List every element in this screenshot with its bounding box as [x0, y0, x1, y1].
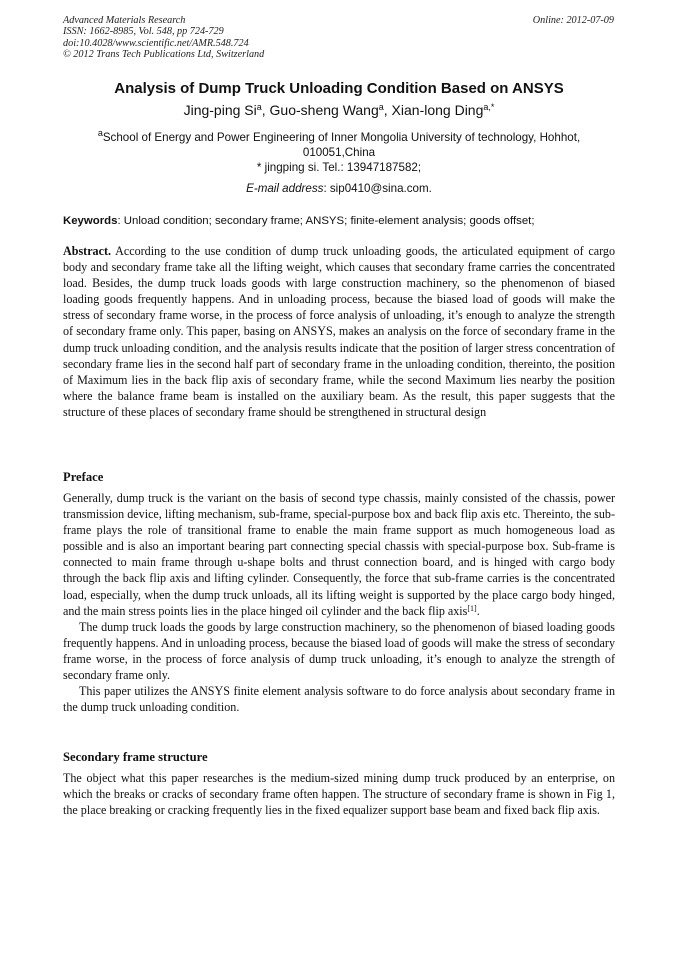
- author-separator: ,: [383, 102, 392, 118]
- abstract-label: Abstract.: [63, 244, 112, 258]
- email-line: [0, 181, 678, 196]
- author-name: Xian-long Ding: [391, 102, 484, 118]
- keywords-line: [63, 214, 623, 229]
- preface-heading: Preface: [63, 470, 104, 484]
- corresponding-contact: * jingping si. Tel.: 13947187582;: [256, 161, 422, 174]
- preface-paragraph: This paper utilizes the ANSYS finite element analysis software to do force analysis about secondary frame in the dump truck unloading condition.: [63, 684, 615, 715]
- preface-section: [63, 490, 615, 715]
- journal-header: [63, 15, 623, 61]
- keywords-label: Keywords: [63, 215, 118, 227]
- author-affiliation-mark: a: [378, 102, 384, 112]
- author-name: Guo-sheng Wang: [269, 102, 379, 118]
- keywords-text: : Unload condition; secondary frame; ANSYS; finite-element analysis; goods offset;: [117, 215, 535, 227]
- copyright-line: © 2012 Trans Tech Publications Ltd, Switzerland: [63, 49, 265, 61]
- secondary-frame-paragraph: The object what this paper researches is the medium-sized mining dump truck produced by an enterprise, on which the breaks or cracks of secondary frame often happen. The structure of secondary frame is shown in Fig 1, the place breaking or cracking frequently lies in the fixed equalizer support base beam and fixed back flip axis.: [63, 771, 615, 818]
- citation-ref: [1]: [467, 603, 477, 613]
- preface-p1-text: Generally, dump truck is the variant on the basis of second type chassis, mainly consisted of the chassis, power transmission device, lifting mechanism, sub-frame, special-purpose box and back flip axis etc. Thereinto, the sub-frame plays the role of transitional frame to enable the main frame support as much homogeneous load as possible and is also an important bearing part connecting special chassis with special-purpose box. Sub-frame is connected to main frame through u-shape bolts and thrust connection board, and is hinged with cargo body through the back flip axis and lifting cylinder. Consequently, the force that sub-frame carries is the concentrated load, especially, when the dump truck unloads, all its lifting weight is supported by the place cargo body hinged, and the main stress points lies in the place hinged oil cylinder and the back flip axis: [63, 491, 615, 618]
- issn-line: ISSN: 1662-8985, Vol. 548, pp 724-729: [63, 26, 224, 38]
- secondary-frame-heading: Secondary frame structure: [63, 750, 208, 764]
- doi-line: doi:10.4028/www.scientific.net/AMR.548.724: [63, 37, 249, 49]
- author-separator: ,: [261, 102, 270, 118]
- email-address: : sip0410@sina.com.: [323, 182, 432, 195]
- affiliation-text: School of Energy and Power Engineering of Inner Mongolia University of technology, Hohhot, 010051,China: [102, 131, 581, 159]
- preface-paragraph: [63, 490, 615, 619]
- affiliation-mark: a: [97, 128, 103, 138]
- journal-name: Advanced Materials Research: [63, 15, 186, 26]
- author-affiliation-mark: a: [256, 102, 262, 112]
- author-list: [0, 101, 678, 119]
- paper-title: Analysis of Dump Truck Unloading Condition Based on ANSYS: [114, 80, 564, 97]
- affiliation-block: [63, 130, 615, 175]
- preface-paragraph: The dump truck loads the goods by large construction machinery, so the phenomenon of biased loading goods frequently happens. And in unloading process, because the biased load of goods will make the stress of secondary frame worse, in the process of force analysis of dump truck unloading, it’s enough to analyze the strength of secondary frame only.: [63, 619, 615, 683]
- preface-p1-end: .: [476, 603, 480, 618]
- abstract-text: According to the use condition of dump truck unloading goods, the articulated equipment of cargo body and secondary frame take all the lifting weight, which causes that secondary frame carries the concentrated load. Besides, the dump truck loads goods with large construction machinery, so the phenomenon of biased loading goods frequently happens. And in unloading process, because the biased load of goods will make the stress of secondary frame worse, in the process of force analysis of unloading, it’s enough to analyze the strength of secondary frame only. This paper, basing on ANSYS, makes an analysis on the force of secondary frame in the dump truck unloading condition, and the analysis results indicate that the position of larger stress concentration of secondary frame lies in the second half part of secondary frame in the unloading condition, thereinto, the position of Maximum lies in the back flip axis of secondary frame, while the second Maximum lies nearby the position where the balance frame beam is installed on the auxiliary beam. As the result, this paper suggests that the structure of these places of secondary frame should be strengthened in structural design: [63, 244, 616, 419]
- online-date: Online: 2012-07-09: [532, 15, 614, 26]
- email-label: E-mail address: [246, 182, 324, 195]
- abstract-paragraph: [63, 243, 615, 420]
- author-name: Jing-ping Si: [183, 102, 257, 118]
- author-affiliation-mark: a,*: [483, 102, 495, 112]
